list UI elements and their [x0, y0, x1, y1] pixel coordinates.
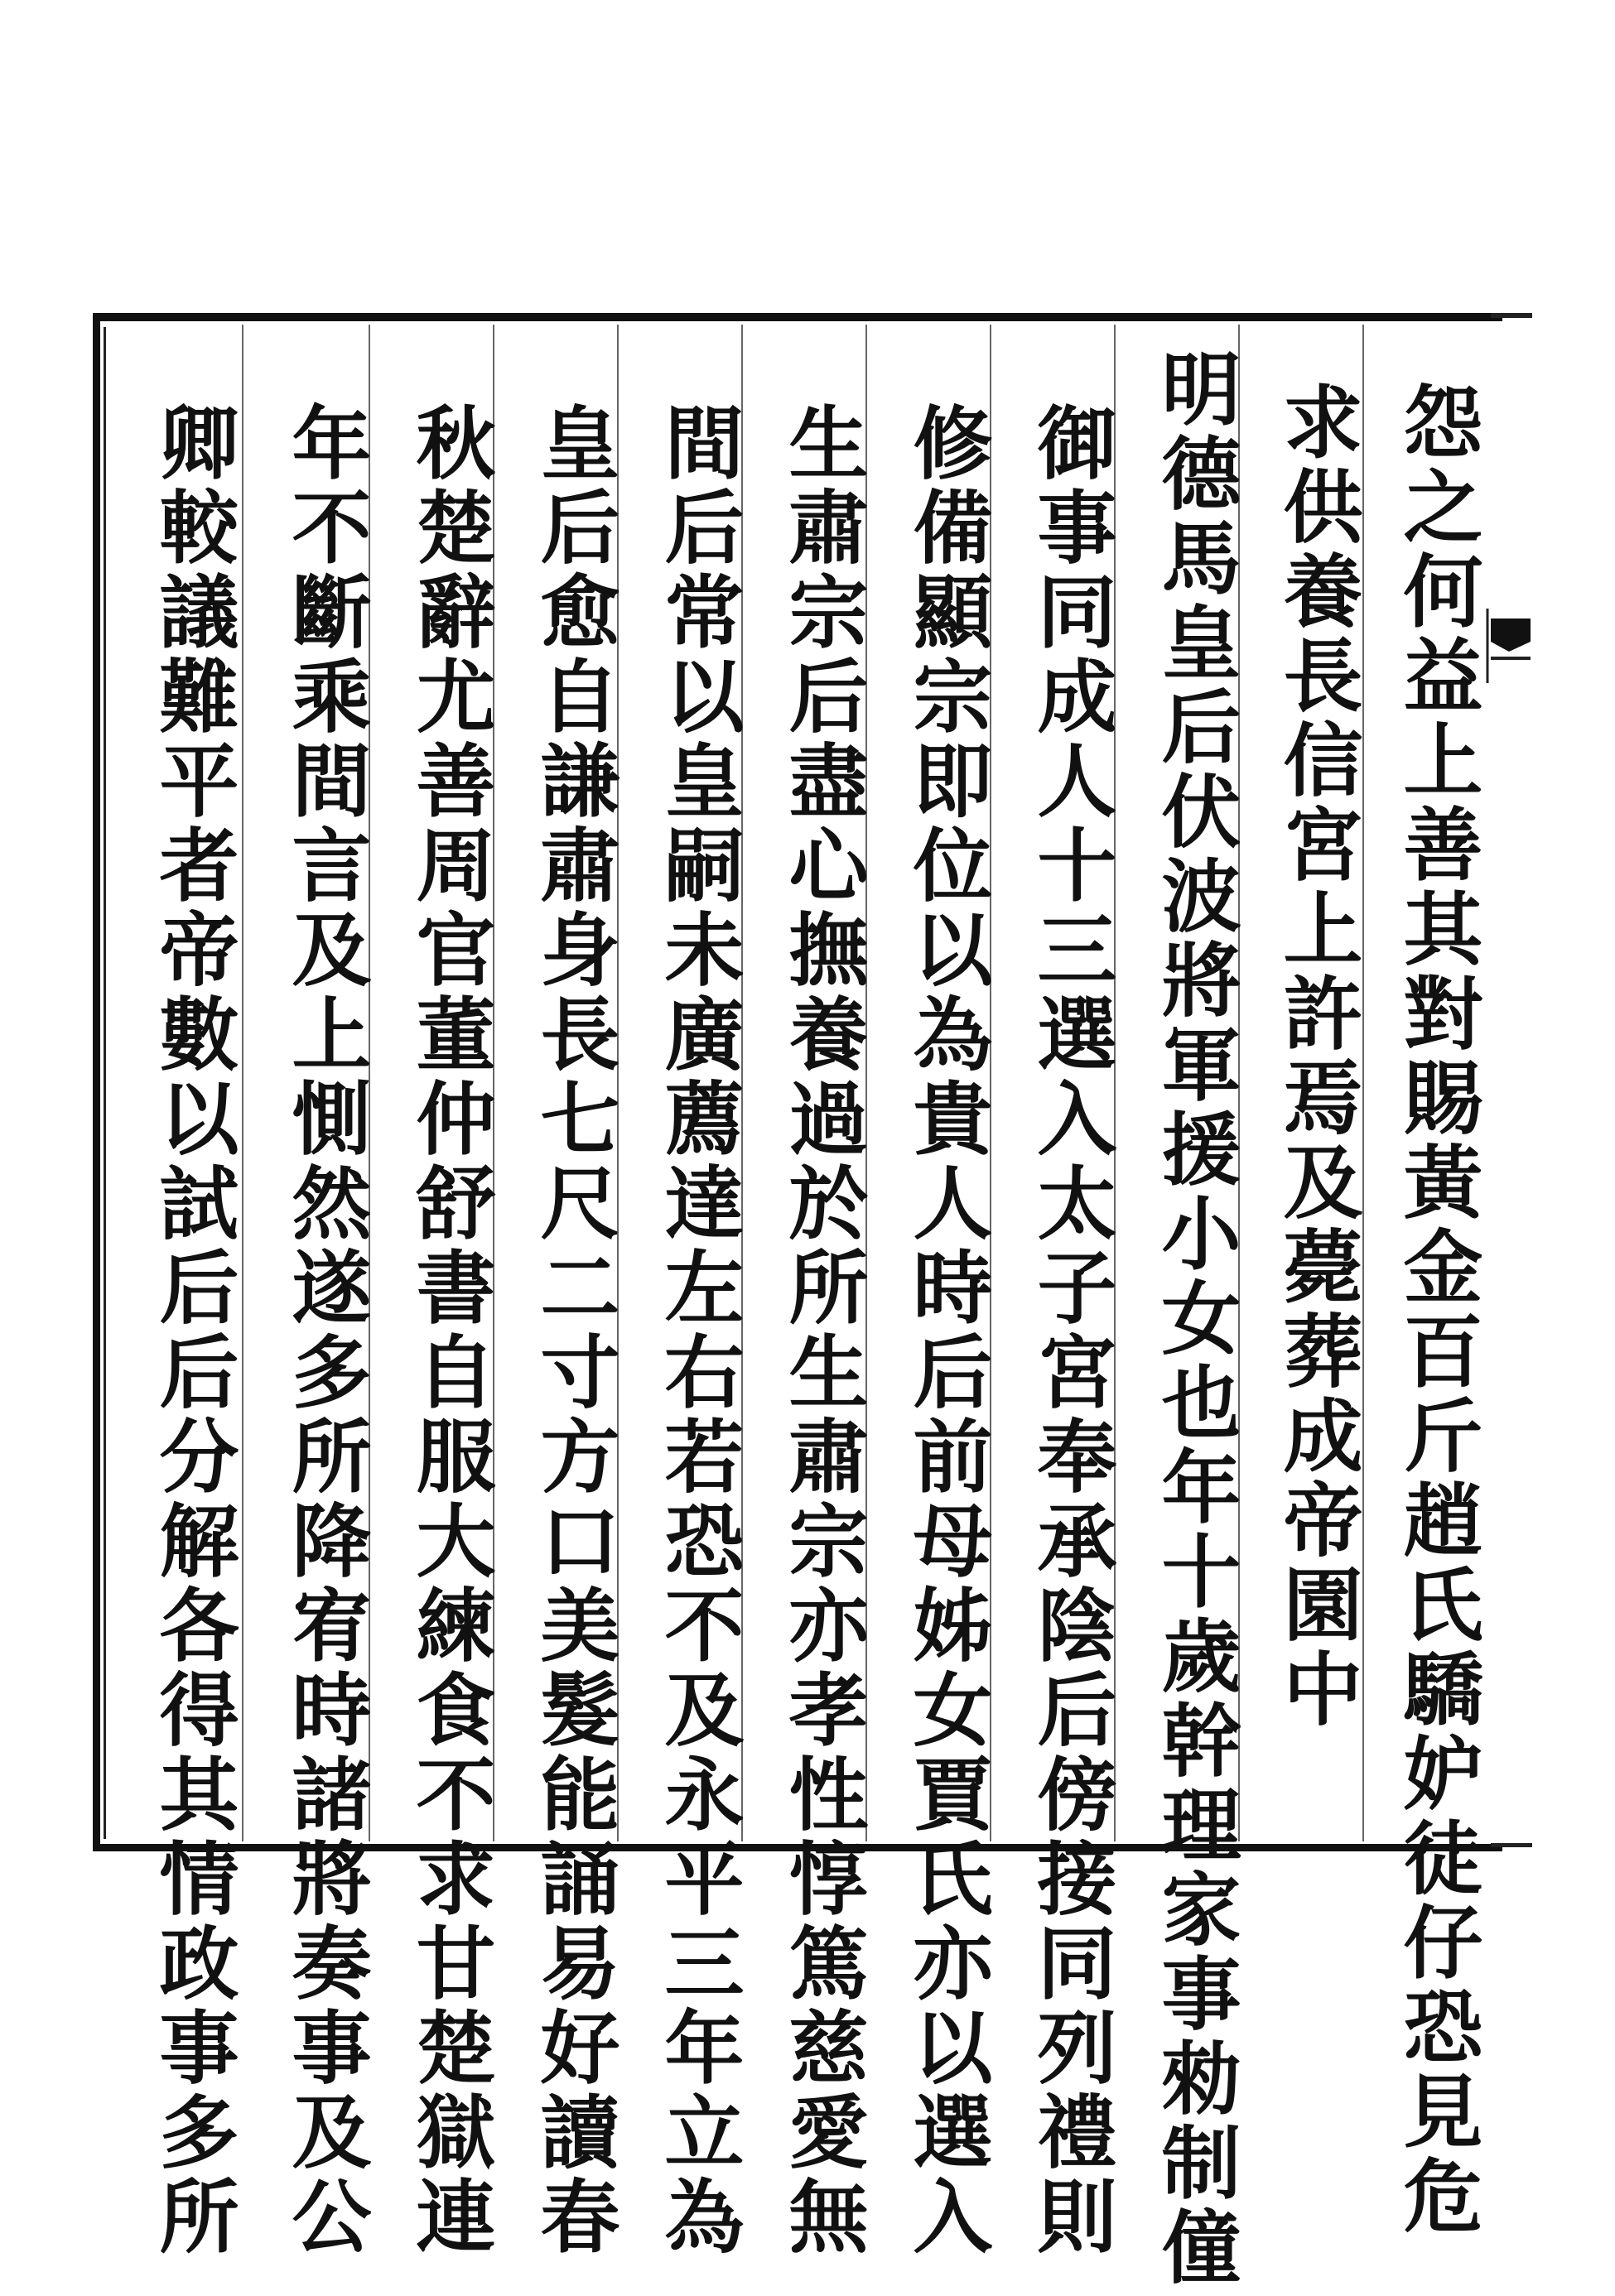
column-text: 皇后愈自謙肅身長七尺二寸方口美髮能誦易好讀春: [528, 402, 621, 2260]
column-text: 修備顯宗即位以為貴人時后前母姊女賈氏亦以選入: [900, 402, 994, 2260]
column-text: 年不斷乘間言及上惻然遂多所降宥時諸將奏事及公: [279, 402, 373, 2260]
column-text: 卿較議難平者帝數以試后后分解各得其情政事多所: [147, 402, 240, 2260]
column-text: 求供養長信宮上許焉及薨葬成帝園中: [1270, 381, 1364, 1732]
column-text: 怨之何益上善其對賜黃金百斤趙氏驕妒徒仔恐見危: [1391, 381, 1484, 2239]
column-text: 生肅宗后盡心撫養過於所生肅宗亦孝性惇篤慈愛無: [776, 402, 870, 2260]
text-column-11: [139, 402, 247, 2260]
fishtail-mark-icon: [1484, 609, 1534, 683]
text-column-8: [520, 402, 628, 2260]
text-column-10: [272, 402, 379, 2260]
text-column-4: [1017, 402, 1125, 2260]
text-column-2: [1263, 381, 1371, 1838]
frame-bottom-extension: [1491, 1843, 1532, 1847]
column-text: 明德馬皇后伏波將軍援小女也年十歲幹理家事勑制僮: [1149, 348, 1242, 2290]
text-column-1: [1383, 381, 1491, 2239]
column-text: 間后常以皇嗣未廣薦達左右若恐不及永平三年立為: [652, 402, 745, 2260]
inner-border-rule: [104, 327, 106, 1839]
text-column-5: [893, 402, 1000, 2260]
text-column-3: [1141, 348, 1249, 2290]
frame-top-extension: [1491, 313, 1532, 318]
text-column-6: [769, 402, 876, 2260]
column-text: 秋楚辭尤善周官董仲舒書自服大練食不求甘楚獄連: [403, 402, 497, 2260]
text-column-9: [396, 402, 504, 2260]
column-text: 御事同成人十三選入太子宮奉承陰后傍接同列禮則: [1024, 402, 1118, 2260]
text-column-7: [644, 402, 752, 2260]
